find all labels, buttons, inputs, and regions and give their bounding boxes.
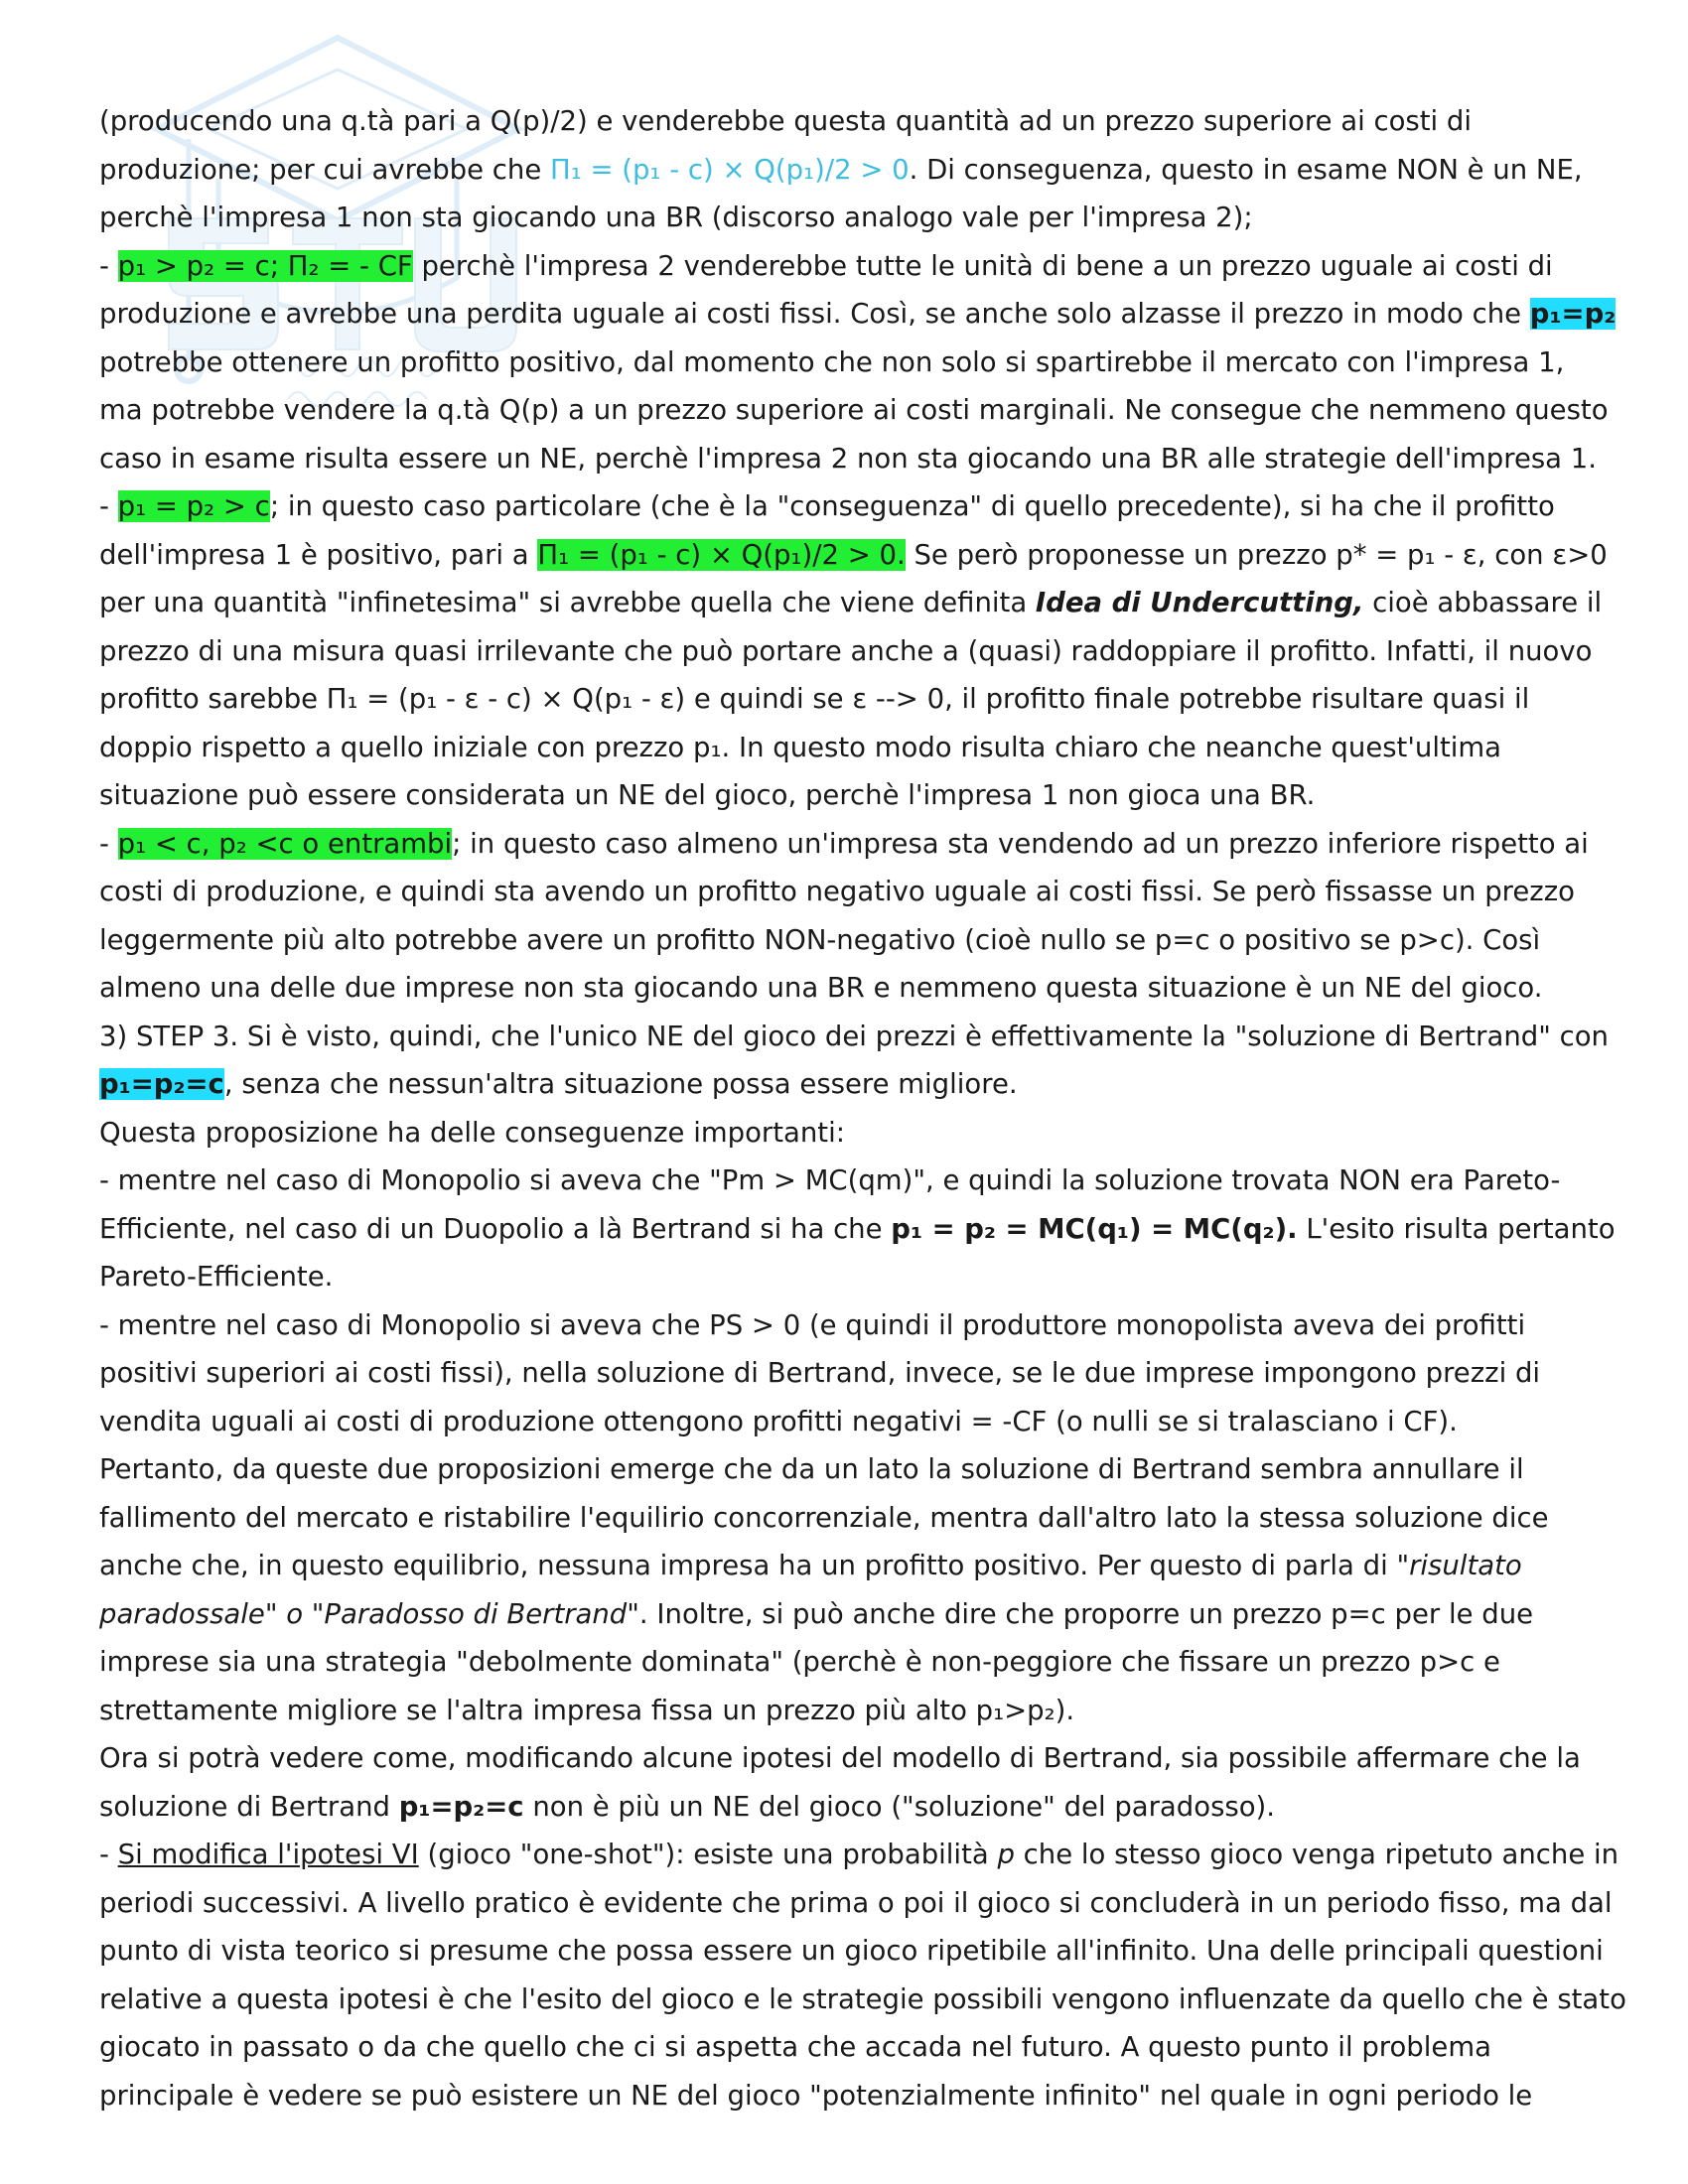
text-run: perchè l'impresa 1 non sta giocando una BR (discorso analogo vale per l'impresa 2); (99, 202, 1253, 233)
text-line (99, 1301, 1609, 1350)
text-run: (producendo una q.tà pari a Q(p)/2) e venderebbe questa quantità ad un prezzo superiore ai costi di (99, 105, 1473, 137)
text-line (99, 1445, 1609, 1494)
text-line (99, 1927, 1609, 1976)
text-line (99, 97, 1609, 146)
text-run: Pareto-Efficiente. (99, 1261, 334, 1293)
text-run: situazione può essere considerata un NE del gioco, perchè l'impresa 1 non gioca una BR. (99, 779, 1316, 811)
text-line (99, 1349, 1609, 1398)
text-run: almeno una delle due imprese non sta giocando una BR e nemmeno questa situazione è un NE del gioco. (99, 972, 1543, 1004)
text-run: 3) STEP 3. Si è visto, quindi, che l'unico NE del gioco dei prezzi è effettivamente la "soluzione di Bertrand" con (99, 1020, 1609, 1052)
emphasized-text: p₁ = p₂ = MC(q₁) = MC(q₂). (891, 1212, 1298, 1245)
text-line (99, 531, 1609, 580)
text-line (99, 1109, 1609, 1158)
text-run: fallimento del mercato e ristabilire l'equilirio concorrenziale, mentra dall'altro lato la stessa soluzione dice (99, 1501, 1549, 1534)
text-run: - (99, 1839, 118, 1870)
text-line (99, 1638, 1609, 1687)
text-line (99, 771, 1609, 820)
text-line (99, 1542, 1609, 1590)
text-line (99, 194, 1609, 242)
text-run: Ora si potrà vedere come, modificando alcune ipotesi del modello di Bertrand, sia possibile affermare che la (99, 1742, 1581, 1774)
text-line (99, 1734, 1609, 1783)
text-run: punto di vista teorico si presume che possa essere un gioco ripetibile all'infinito. Una delle principali questioni (99, 1935, 1604, 1967)
text-line (99, 1060, 1609, 1109)
text-run: giocato in passato o da che quello che ci si aspetta che accada nel futuro. A questo punto il problema (99, 2031, 1491, 2063)
highlighted-text: p₁ < c, p₂ <c o entrambi (117, 827, 453, 860)
emphasized-text: p (997, 1839, 1015, 1870)
text-line (99, 2023, 1609, 2072)
text-run: Efficiente, nel caso di un Duopolio a là Bertrand si ha che (99, 1212, 892, 1245)
text-run: - mentre nel caso di Monopolio si aveva che "Pm > MC(qm)", e quindi la soluzione trovata NON era Pareto- (99, 1164, 1561, 1196)
text-line (99, 964, 1609, 1013)
text-run: ma potrebbe vendere la q.tà Q(p) a un prezzo superiore ai costi marginali. Ne consegue che nemmeno questo (99, 394, 1609, 426)
text-line (99, 1013, 1609, 1061)
highlighted-text: p₁ = p₂ > c (117, 490, 270, 522)
highlighted-text: p₁=p₂=c (99, 1068, 224, 1100)
text-run: potrebbe ottenere un profitto positivo, dal momento che non solo si spartirebbe il mercato con l'impresa 1, (99, 345, 1565, 378)
emphasized-text: paradossale" o "Paradosso di Bertrand" (99, 1597, 639, 1630)
text-line (99, 2072, 1609, 2120)
colored-formula: Π₁ = (p₁ - c) × Q(p₁)/2 > 0 (550, 153, 910, 186)
text-run: . Di conseguenza, questo in esame NON è un NE, (909, 153, 1583, 186)
text-line (99, 339, 1609, 387)
text-run: - (99, 827, 118, 860)
text-run: (gioco "one-shot"): esiste una probabilità (418, 1839, 998, 1870)
document-body (99, 97, 1626, 2119)
text-run: ; in questo caso almeno un'impresa sta vendendo ad un prezzo inferiore rispetto ai (452, 827, 1589, 860)
text-run: - mentre nel caso di Monopolio si aveva che PS > 0 (e quindi il produttore monopolista aveva dei profitti (99, 1308, 1526, 1341)
text-run: Pertanto, da queste due proposizioni emerge che da un lato la soluzione di Bertrand sembra annullare il (99, 1453, 1524, 1485)
text-run: produzione e avrebbe una perdita uguale ai costi fissi. Così, se anche solo alzasse il prezzo in modo che (99, 298, 1530, 330)
text-run: perchè l'impresa 2 venderebbe tutte le unità di bene a un prezzo uguale ai costi di (412, 249, 1553, 282)
text-run: imprese sia una strategia "debolmente dominata" (perchè è non-peggiore che fissare un prezzo p>c e (99, 1646, 1500, 1678)
text-line (99, 1157, 1609, 1205)
text-line (99, 724, 1609, 772)
text-run: per una quantità "infinetesima" si avrebbe quella che viene definita (99, 587, 1036, 618)
text-line (99, 1687, 1609, 1735)
text-run: non è più un NE del gioco ("soluzione" del paradosso). (523, 1790, 1276, 1823)
text-run: cioè abbassare il (1363, 587, 1603, 618)
text-run: dell'impresa 1 è positivo, pari a (99, 538, 538, 571)
text-run: vendita uguali ai costi di produzione ottengono profitti negativi = -CF (o nulli se si tralasciano i CF). (99, 1405, 1458, 1437)
text-run: leggermente più alto potrebbe avere un profitto NON-negativo (cioè nullo se p=c o positivo se p>c). Così (99, 923, 1541, 956)
text-line (99, 1879, 1613, 1928)
text-run: - (99, 490, 118, 522)
text-run: Questa proposizione ha delle conseguenze importanti: (99, 1116, 845, 1149)
highlighted-text: p₁=p₂ (1529, 298, 1617, 330)
text-run: Se però proponesse un prezzo p* = p₁ - ε, con ε>0 (905, 538, 1608, 571)
text-line (99, 1253, 1609, 1301)
emphasized-text: p₁=p₂=c (398, 1790, 524, 1823)
text-line (99, 146, 1609, 195)
text-run: prezzo di una misura quasi irrilevante che può portare anche a (quasi) raddoppiare il profitto. Infatti, il nuovo (99, 634, 1593, 667)
text-run: . Inoltre, si può anche dire che proporre un prezzo p=c per le due (638, 1597, 1534, 1630)
text-line (99, 1205, 1616, 1254)
text-run: periodi successivi. A livello pratico è evidente che prima o poi il gioco si concluderà in un periodo fisso, ma dal (99, 1886, 1613, 1919)
underlined-text: Si modifica l'ipotesi VI (117, 1839, 419, 1870)
text-run: - (99, 249, 118, 282)
text-run: positivi superiori ai costi fissi), nella soluzione di Bertrand, invece, se le due imprese impongono prezzi di (99, 1357, 1541, 1389)
text-line (99, 675, 1609, 724)
text-run: costi di produzione, e quindi sta avendo un profitto negativo uguale ai costi fissi. Se però fissasse un prezzo (99, 876, 1575, 907)
text-run: produzione; per cui avrebbe che (99, 153, 551, 186)
text-line (99, 1590, 1609, 1639)
text-line (99, 1976, 1626, 2024)
text-run: , senza che nessun'altra situazione possa essere migliore. (223, 1068, 1018, 1100)
text-run: profitto sarebbe Π₁ = (p₁ - ε - c) × Q(p₁ - ε) e quindi se ε --> 0, il profitto finale potrebbe risultare quasi il (99, 683, 1530, 715)
text-line (99, 1398, 1609, 1446)
text-line (99, 627, 1609, 676)
text-run: ; in questo caso particolare (che è la "conseguenza" di quello precedente), si ha che il profitto (269, 490, 1555, 522)
text-line (99, 290, 1617, 339)
text-run: strettamente migliore se l'altra impresa fissa un prezzo più alto p₁>p₂). (99, 1694, 1075, 1726)
highlighted-text: Π₁ = (p₁ - c) × Q(p₁)/2 > 0. (537, 538, 906, 571)
text-line (99, 1831, 1619, 1879)
text-run: doppio rispetto a quello iniziale con prezzo p₁. In questo modo risulta chiaro che neanche quest'ultima (99, 731, 1502, 763)
text-line (99, 435, 1609, 483)
text-line (99, 242, 1609, 291)
highlighted-text: p₁ > p₂ = c; Π₂ = - CF (117, 249, 413, 282)
text-run: principale è vedere se può esistere un NE del gioco "potenzialmente infinito" nel quale in ogni periodo le (99, 2079, 1533, 2112)
text-run: relative a questa ipotesi è che l'esito del gioco e le strategie possibili vengono influenzate da quello che è stato (99, 1982, 1626, 2015)
text-run: caso in esame risulta essere un NE, perchè l'impresa 2 non sta giocando una BR alle strategie dell'impresa 1. (99, 442, 1598, 475)
emphasized-text: Idea di Undercutting, (1035, 587, 1364, 618)
text-line (99, 916, 1609, 965)
text-line (99, 1494, 1609, 1543)
text-run: anche che, in questo equilibrio, nessuna impresa ha un profitto positivo. Per questo di parla di (99, 1550, 1397, 1581)
text-line (99, 386, 1609, 435)
text-line (99, 1783, 1609, 1832)
text-run: L'esito risulta pertanto (1297, 1212, 1616, 1245)
text-line (99, 482, 1609, 531)
text-line (99, 579, 1609, 627)
text-run: che lo stesso gioco venga ripetuto anche in (1014, 1839, 1619, 1870)
emphasized-text: "risultato (1396, 1550, 1522, 1581)
text-line (99, 820, 1609, 869)
text-run: soluzione di Bertrand (99, 1790, 399, 1823)
text-line (99, 868, 1609, 916)
